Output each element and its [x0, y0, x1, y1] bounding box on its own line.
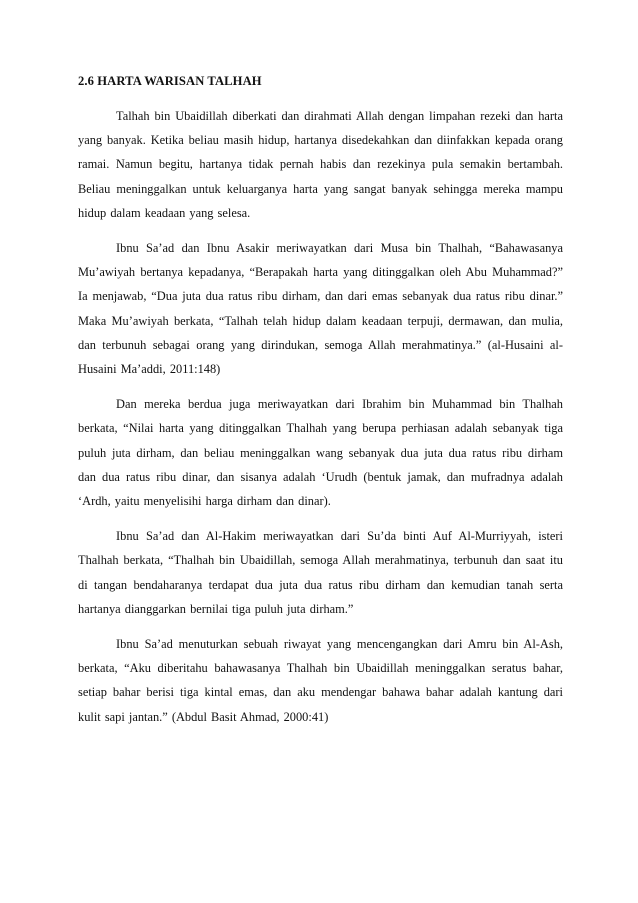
paragraph-3: Dan mereka berdua juga meriwayatkan dari Ibrahim bin Muhammad bin Thalhah berkata, “Nilai harta yang ditinggalkan Thalhah yang berupa perhiasan adalah sebanyak tiga puluh juta dirham, dan beliau meninggalkan wang sebanyak dua juta dua ratus ribu dirham dan dua ratus ribu dinar, dan sisanya adalah ‘Urudh (bentuk jamak, dan mufradnya adalah ‘Ardh, yaitu menyelisihi harga dirham dan dinar).	[78, 397, 563, 509]
paragraph-2: Ibnu Sa’ad dan Ibnu Asakir meriwayatkan dari Musa bin Thalhah, “Bahawasanya Mu’awiyah bertanya kepadanya, “Berapakah harta yang ditinggalkan oleh Abu Muhammad?” Ia menjawab, “Dua juta dua ratus ribu dirham, dan dari emas sebanyak dua ratus ribu dinar.” Maka Mu’awiyah berkata, “Talhah telah hidup dalam keadaan terpuji, dermawan, dan mulia, dan terbunuh sebagai orang yang dirindukan, semoga Allah merahmatinya.” (al-Husaini al-Husaini Ma’addi, 2011:148)	[78, 241, 563, 377]
paragraph-5: Ibnu Sa’ad menuturkan sebuah riwayat yang mencengangkan dari Amru bin Al-Ash, berkata, “Aku diberitahu bahawasanya Thalhah bin Ubaidillah meninggalkan seratus bahar, setiap bahar berisi tiga kintal emas, dan aku mendengar bahawa bahar adalah kantung dari kulit sapi jantan.” (Abdul Basit Ahmad, 2000:41)	[78, 637, 563, 724]
paragraph-4: Ibnu Sa’ad dan Al-Hakim meriwayatkan dari Su’da binti Auf Al-Murriyyah, isteri Thalhah berkata, “Thalhah bin Ubaidillah, semoga Allah merahmatinya, terbunuh dan saat itu di tangan bendaharanya terdapat dua juta dua ratus ribu dirham dan kemudian tanah serta hartanya dianggarkan bernilai tiga puluh juta dirham.”	[78, 529, 563, 616]
section-heading: 2.6 HARTA WARISAN TALHAH	[78, 74, 262, 88]
document-page	[78, 70, 563, 740]
paragraph-1: Talhah bin Ubaidillah diberkati dan dirahmati Allah dengan limpahan rezeki dan harta yang banyak. Ketika beliau masih hidup, hartanya disedekahkan dan diinfakkan kepada orang ramai. Namun begitu, hartanya tidak pernah habis dan rezekinya pula semakin bertambah. Beliau meninggalkan untuk keluarganya harta yang sangat banyak sehingga mereka mampu hidup dalam keadaan yang selesa.	[78, 109, 563, 220]
